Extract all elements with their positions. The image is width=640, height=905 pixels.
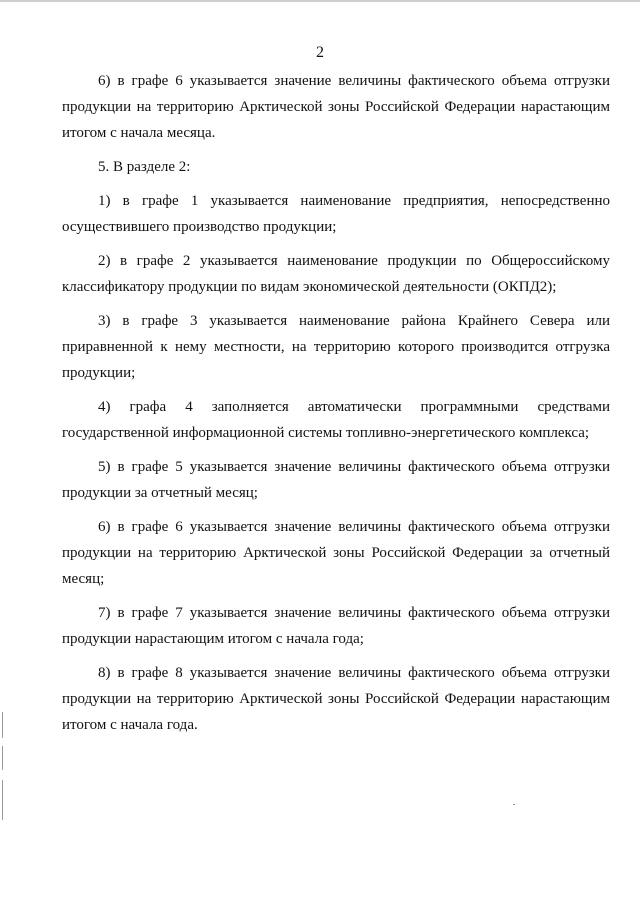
paragraph-item-6-section-1: 6) в графе 6 указывается значение величины фактического объема отгрузки продукции на территорию Арктической зоны Российской Федерации нарастающим итогом с начала месяца. bbox=[62, 73, 610, 141]
paragraph-column-8: 8) в графе 8 указывается значение величины фактического объема отгрузки продукции на территорию Арктической зоны Российской Федерации нарастающим итогом с начала года. bbox=[62, 665, 610, 733]
scan-speck bbox=[513, 804, 515, 805]
section-2-heading: 5. В разделе 2: bbox=[98, 159, 191, 175]
paragraph-column-2: 2) в графе 2 указывается наименование продукции по Общероссийскому классификатору продукции по видам экономической деятельности (ОКПД2); bbox=[62, 253, 610, 295]
page-number: 2 bbox=[316, 44, 324, 61]
scan-left-mark bbox=[2, 712, 3, 738]
paragraph-column-6: 6) в графе 6 указывается значение величины фактического объема отгрузки продукции на территорию Арктической зоны Российской Федерации за отчетный месяц; bbox=[62, 519, 610, 587]
paragraph-column-7: 7) в графе 7 указывается значение величины фактического объема отгрузки продукции нарастающим итогом с начала года; bbox=[62, 605, 610, 647]
scan-top-border bbox=[0, 0, 640, 2]
paragraph-column-5: 5) в графе 5 указывается значение величины фактического объема отгрузки продукции за отчетный месяц; bbox=[62, 459, 610, 501]
paragraph-column-4: 4) графа 4 заполняется автоматически программными средствами государственной информационной системы топливно-энергетического комплекса; bbox=[62, 399, 610, 441]
scan-left-mark bbox=[2, 746, 3, 770]
scan-left-mark bbox=[2, 780, 3, 820]
paragraph-column-1: 1) в графе 1 указывается наименование предприятия, непосредственно осуществившего производство продукции; bbox=[62, 193, 610, 235]
document-body bbox=[62, 68, 610, 746]
paragraph-column-3: 3) в графе 3 указывается наименование района Крайнего Севера или приравненной к нему местности, на территорию которого производится отгрузка продукции; bbox=[62, 313, 610, 381]
